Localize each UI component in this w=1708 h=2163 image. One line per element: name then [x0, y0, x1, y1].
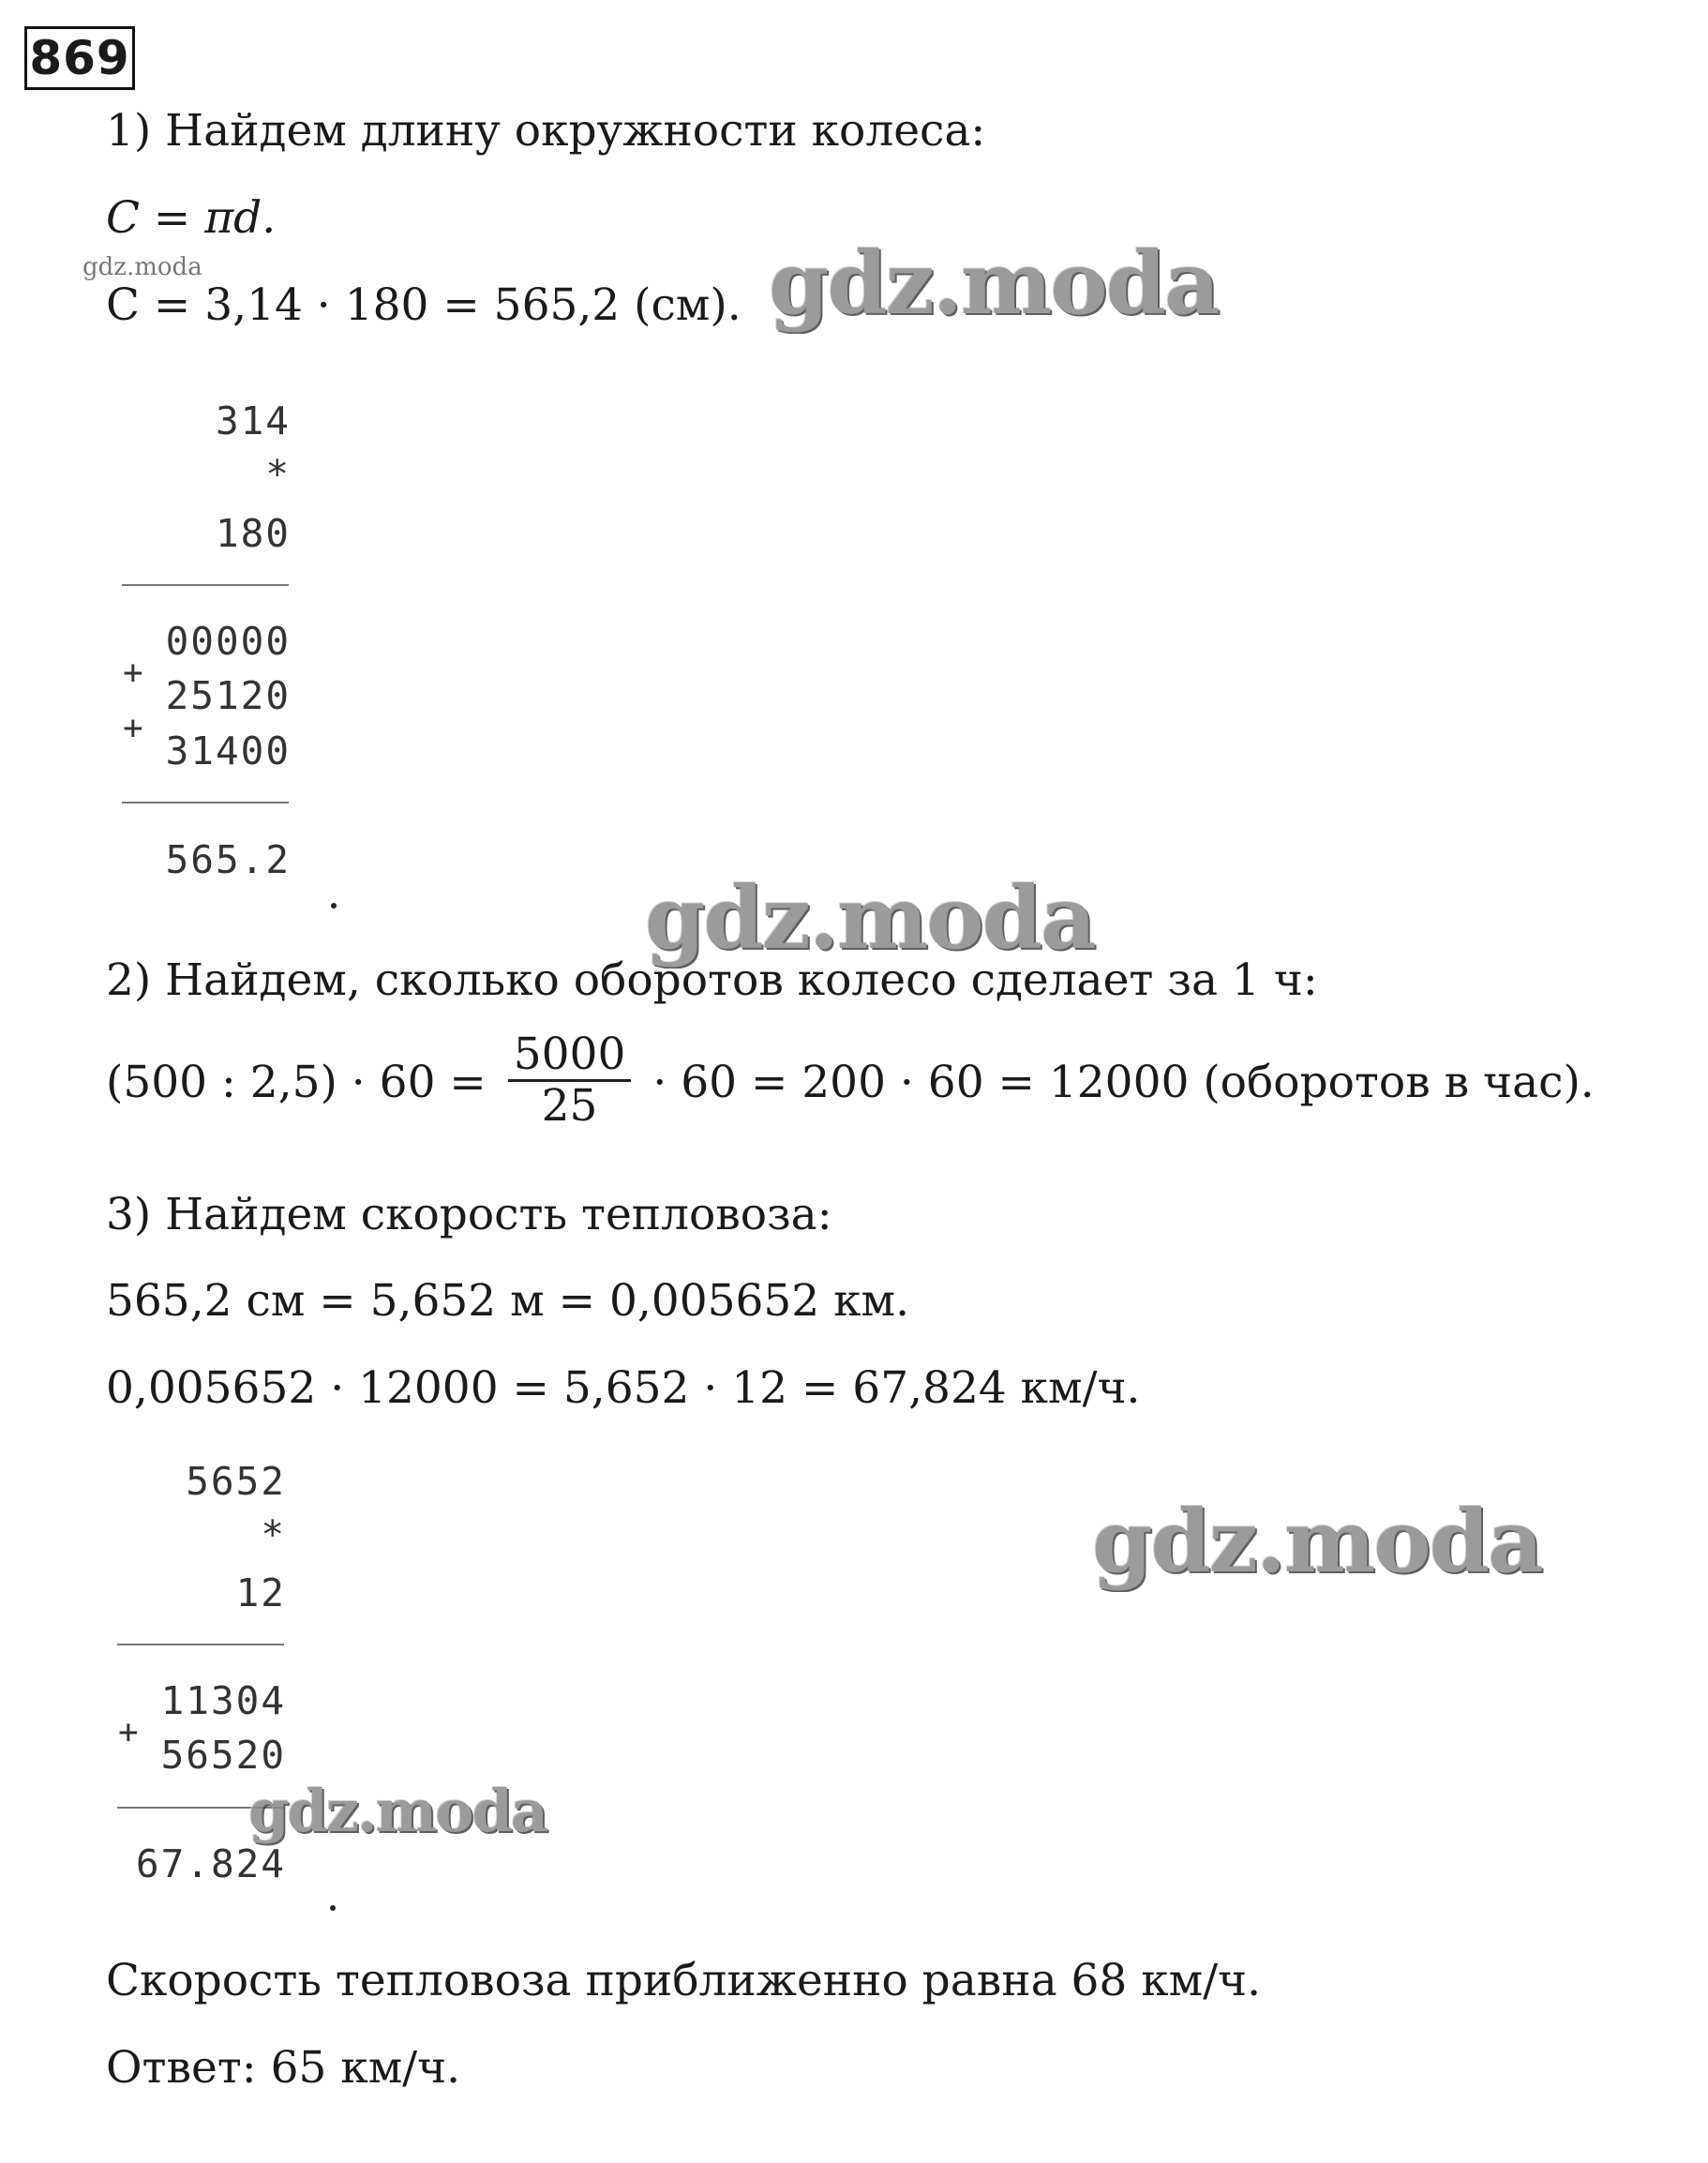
step2-expr-end: · 60 = 200 · 60 = 12000 (оборотов в час). — [652, 1057, 1595, 1109]
mult1-rule-2 — [122, 802, 289, 804]
mult1-operand-a: 314 — [215, 398, 291, 443]
watermark-4: gdz.moda — [248, 1777, 547, 1845]
watermark-1: gdz.moda — [769, 233, 1219, 334]
mult1-partial-3: 31400 — [165, 729, 291, 774]
mult1-operand-b: 180 — [215, 511, 291, 556]
conclusion-text: Скорость тепловоза приближенно равна 68 км/ч. — [106, 1955, 1262, 2006]
step3-line-1: 565,2 см = 5,652 м = 0,005652 км. — [106, 1275, 910, 1327]
mult2-partial-2: 56520 — [160, 1733, 286, 1778]
step1-formula: C = πd. — [106, 192, 277, 244]
step2-fraction — [508, 1030, 632, 1130]
watermark-2: gdz.moda — [645, 867, 1095, 969]
mult1-partial-1: 00000 — [165, 619, 291, 664]
mult2-plus-1: + — [118, 1713, 139, 1751]
mult1-operator: * — [265, 452, 291, 497]
problem-number: 869 — [24, 26, 135, 90]
step1-calc: C = 3,14 · 180 = 565,2 (см). — [106, 279, 742, 331]
mult2-operator: * — [261, 1512, 286, 1557]
mult2-operand-b: 12 — [235, 1570, 286, 1615]
watermark-3: gdz.moda — [1092, 1491, 1542, 1592]
step2-heading: 2) Найдем, сколько оборотов колесо сделает за 1 ч: — [106, 954, 1318, 1006]
step2-frac-denominator: 25 — [541, 1079, 598, 1132]
mult1-partial-2: 25120 — [165, 673, 291, 718]
step3-heading: 3) Найдем скорость тепловоза: — [106, 1189, 832, 1240]
mult2-rule-1 — [117, 1644, 284, 1645]
watermark-small: gdz.moda — [82, 253, 202, 281]
step3-line-2: 0,005652 · 12000 = 5,652 · 12 = 67,824 км/ч. — [106, 1362, 1141, 1414]
mult1-plus-2: + — [123, 709, 143, 747]
mult2-operand-a: 5652 — [186, 1459, 286, 1504]
answer-text: Ответ: 65 км/ч. — [106, 2042, 461, 2094]
mult2-result: 67.824 — [135, 1841, 286, 1886]
step2-frac-numerator: 5000 — [508, 1030, 632, 1082]
step2-expression — [106, 1029, 1595, 1135]
step1-heading: 1) Найдем длину окружности колеса: — [106, 105, 986, 157]
step2-expr-start: (500 : 2,5) · 60 = — [106, 1057, 487, 1109]
mult2-partial-1: 11304 — [160, 1678, 286, 1723]
mult2-end-dot — [330, 1905, 336, 1911]
mult1-plus-1: + — [123, 653, 143, 692]
mult1-result: 565.2 — [165, 837, 291, 882]
mult1-end-dot — [331, 903, 337, 909]
mult1-rule-1 — [122, 584, 289, 586]
